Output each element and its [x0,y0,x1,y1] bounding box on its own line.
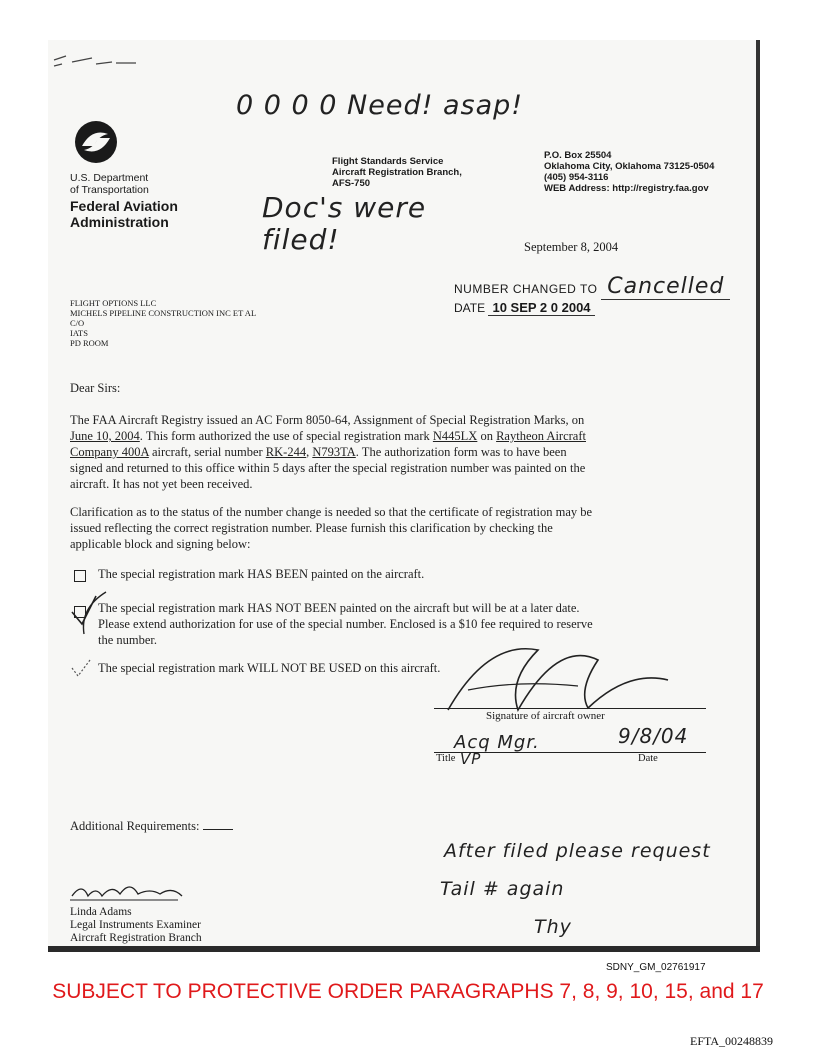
signature-label: Signature of aircraft owner [486,710,605,722]
address-line-1: P.O. Box 25504 [544,150,612,161]
letter-date: September 8, 2004 [524,240,619,254]
p2-line-2: issued reflecting the correct registration number. Please furnish this clarification by checking the [70,521,553,535]
examiner-signature-scribble [68,876,188,906]
faa-line-1: Federal Aviation [70,198,178,214]
addressee-line-1: FLIGHT OPTIONS LLC [70,298,157,308]
date-stamp [454,300,595,315]
bates-number: SDNY_GM_02761917 [606,962,706,973]
handwritten-date: 9/8/04 [618,724,689,748]
scribble-mark [52,52,142,82]
additional-requirements [70,818,233,834]
address-line-2: Oklahoma City, Oklahoma 73125-0504 [544,161,715,172]
date-label: Date [638,753,658,764]
addressee-line-2: MICHELS PIPELINE CONSTRUCTION INC ET AL [70,308,257,318]
additional-blank [203,829,233,830]
stamp-number-value: Cancelled [601,274,730,300]
service-line-3: AFS-750 [332,178,371,189]
option-painted-checkbox[interactable] [74,570,86,582]
option-not-used-label: The special registration mark WILL NOT BE USED on this aircraft. [98,661,441,675]
aircraft-model: Company 400A [70,445,149,459]
service-line-2: Aircraft Registration Branch, [332,167,462,178]
handwritten-vp: VP [460,750,482,768]
faa-name [70,198,178,230]
note-line-1: After filed please request [444,840,711,862]
stamp-date-label: DATE [454,301,486,315]
examiner-title-2: Aircraft Registration Branch [70,932,202,944]
registration-mark: N445LX [432,429,478,443]
p1-comma: , [306,445,313,459]
opt2-line-3: the number. [98,633,158,647]
paragraph-2 [70,504,710,552]
paragraph-1 [70,412,710,492]
note-line-3: Thy [534,916,572,938]
p1-line-1: The FAA Aircraft Registry issued an AC Form 8050-64, Assignment of Special Registration Marks, on [70,413,585,427]
note-line-2: Tail # again [440,878,565,900]
addressee-line-3: C/O [70,318,85,328]
p1-text: . This form authorized the use of special registration mark [139,429,433,443]
protective-order-notice: SUBJECT TO PROTECTIVE ORDER PARAGRAPHS 7, 8, 9, 10, 15, and 17 [52,980,764,1003]
service-block [332,156,462,189]
number-changed-stamp [454,274,730,299]
p1-on: on [477,429,497,443]
title-label: Title [436,753,456,764]
examiner-block [70,906,202,945]
opt2-line-1: The special registration mark HAS NOT BEEN painted on the aircraft but will be at a later date. [98,601,580,615]
examiner-title-1: Legal Instruments Examiner [70,919,201,931]
service-line-1: Flight Standards Service [332,156,444,167]
option-painted-label: The special registration mark HAS BEEN painted on the aircraft. [98,567,425,581]
addressee-line-4: IATS [70,328,88,338]
salutation: Dear Sirs: [70,381,121,395]
dotted-check-icon [70,658,94,680]
handwriting-need-asap: 0 0 0 0 Need! asap! [236,90,524,121]
stamp-date-value: 10 SEP 2 0 2004 [488,300,594,316]
examiner-name: Linda Adams [70,906,132,918]
p1-line-3 [70,444,710,460]
p2-line-3: applicable block and signing below: [70,537,251,551]
aircraft-maker: Raytheon Aircraft [496,429,586,443]
dot-logo-icon [74,120,118,164]
dept-line-1: U.S. Department [70,172,149,184]
current-registration: N793TA [312,445,356,459]
dept-line-2: of Transportation [70,184,149,196]
issue-date: June 10, 2004 [70,429,140,443]
address-block [544,150,714,194]
addressee-block [70,298,256,348]
p1-line-2 [70,428,710,444]
handwritten-title: Acq Mgr. [454,732,540,753]
serial-number: RK-244 [265,445,307,459]
handwriting-docs-filed: Doc's were filed! [262,191,427,256]
p1-end: . The authorization form was to have been [355,445,567,459]
address-line-3: (405) 954-3116 [544,172,609,183]
p1-serial-text: aircraft, serial number [148,445,266,459]
signature-line [434,708,706,709]
address-line-4: WEB Address: http://registry.faa.gov [544,183,709,194]
opt2-line-2: Please extend authorization for use of the special number. Enclosed is a $10 fee required to reserve [98,617,593,631]
efta-number: EFTA_00248839 [690,1034,774,1048]
p1-line-5: aircraft. It has not yet been received. [70,477,253,491]
stamp-number-label: NUMBER CHANGED TO [454,282,598,296]
scan-right-border [756,40,760,952]
faa-line-2: Administration [70,214,169,230]
scanned-document [48,40,760,948]
p2-line-1: Clarification as to the status of the number change is needed so that the certificate of registration may be [70,505,593,519]
p1-line-4: signed and returned to this office within 5 days after the special registration number was painted on the [70,461,586,475]
scan-bottom-border [48,946,760,952]
additional-requirements-label: Additional Requirements: [70,819,200,833]
addressee-line-5: PD ROOM [70,338,109,348]
dept-name [70,172,149,196]
handwritten-note [440,832,711,948]
